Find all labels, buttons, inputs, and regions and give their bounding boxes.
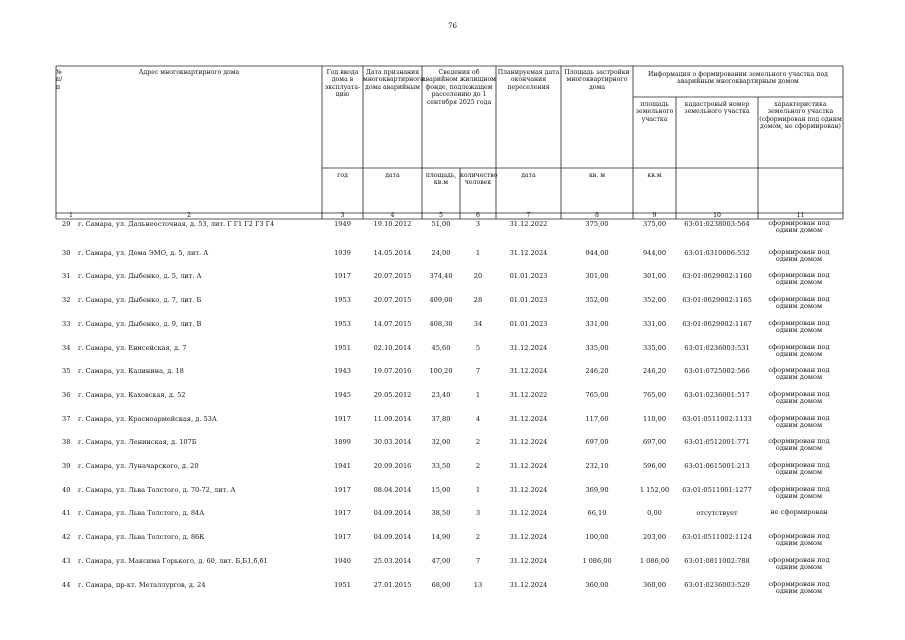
cell-char: сформирован под одним домом: [768, 366, 830, 382]
cell-year: 1899: [334, 438, 351, 447]
cell-date: 20.07.2015: [373, 272, 412, 281]
cell-build-area: 369,90: [585, 485, 609, 494]
cell-planned: 01.01.2023: [509, 272, 548, 281]
cell-build-area: 375,00: [585, 220, 609, 228]
cell-date: 19.07.2016: [373, 367, 412, 376]
cell-planned: 31.12.2022: [509, 220, 548, 228]
cell-people: 2: [475, 462, 481, 470]
cell-area: 32,00: [431, 438, 451, 447]
cell-people: 7: [475, 367, 481, 376]
cell-year: 1917: [334, 509, 351, 518]
cell-no: 43: [62, 556, 71, 565]
header-year: Год ввода дома в эксплуата-цию: [324, 69, 361, 99]
cell-planned: 01.01.2023: [509, 296, 548, 305]
cell-area: 408,30: [429, 319, 453, 328]
cell-area: 15,00: [431, 485, 451, 494]
cell-date: 27.01.2015: [373, 580, 412, 589]
cell-no: 41: [62, 509, 71, 518]
cell-planned: 31.12.2024: [509, 367, 548, 376]
cell-no: 29: [62, 220, 71, 228]
cell-date: 20.09.2016: [373, 462, 412, 470]
header-cadastral: кадастровый номер земельного участка: [684, 101, 750, 116]
cell-char: не сформирован: [770, 508, 828, 517]
cell-date: 29.05.2012: [373, 390, 412, 399]
cell-address: г. Самара, ул. Льва Толстого, д. 70-72, лит. А: [78, 485, 236, 494]
cell-no: 32: [62, 296, 71, 305]
cell-people: 7: [475, 556, 481, 565]
cell-planned: 31.12.2024: [509, 556, 548, 565]
cell-date: 19.10.2012: [373, 220, 412, 228]
cell-planned: 31.12.2024: [509, 343, 548, 352]
col-num-10: 10: [713, 212, 721, 219]
cell-people: 3: [475, 220, 481, 228]
cell-address: г. Самара, ул. Ленинская, д. 107Б: [78, 438, 197, 447]
cell-people: 34: [473, 319, 483, 328]
cell-build-area: 331,00: [585, 319, 609, 328]
cell-planned: 31.12.2024: [509, 580, 548, 589]
header-characteristic: характеристика земельного участка (сформирован под одним домом, не сформирован): [759, 101, 842, 131]
cell-build-area: 335,00: [585, 343, 609, 352]
cell-char: сформирован под одним домом: [768, 247, 830, 263]
cell-char: сформирован под одним домом: [768, 461, 830, 476]
cell-date: 02.10.2014: [373, 343, 412, 352]
cell-address: г. Самара, ул. Дыбенко, д. 5, лит. А: [78, 272, 202, 281]
cell-no: 35: [62, 367, 71, 376]
unit-sqm: кв. м: [588, 172, 606, 179]
cell-year: 1917: [334, 533, 351, 542]
cell-people: 4: [475, 414, 481, 423]
header-planned-date: Планируемая дата окончания переселения: [497, 69, 560, 91]
cell-char: сформирован под одним домом: [768, 437, 830, 453]
cell-date: 25.03.2014: [373, 556, 412, 565]
header-land-area: площадь земельного участка: [635, 101, 674, 123]
cell-people: 1: [475, 390, 481, 399]
cell-no: 42: [62, 533, 71, 542]
cell-people: 5: [475, 343, 481, 352]
header-address: Адрес многоквартирного дома: [138, 69, 240, 76]
unit-area: площадь, кв.м: [425, 172, 457, 187]
cell-date: 14.05.2014: [373, 248, 412, 257]
cell-area: 409,00: [429, 296, 453, 305]
cell-date: 04.09.2014: [373, 533, 412, 542]
cell-build-area: 360,00: [585, 580, 609, 589]
cell-char: сформирован под одним домом: [768, 555, 830, 571]
cell-address: г. Самара, ул. Льва Толстого, д. 86К: [78, 533, 205, 542]
col-num-2: 2: [187, 212, 191, 219]
cell-land-area: 697,00: [642, 438, 667, 447]
cell-char: сформирован под одним домом: [768, 413, 830, 429]
cell-build-area: 765,00: [585, 390, 609, 399]
cell-build-area: 232,10: [585, 462, 609, 470]
cell-cadastral: 63:01:0615001:213: [684, 462, 750, 470]
cell-build-area: 301,00: [585, 272, 609, 281]
cell-year: 1951: [334, 580, 351, 589]
cell-build-area: 100,00: [585, 533, 609, 542]
cell-cadastral: 63:01:0238003:564: [684, 220, 750, 228]
cell-cadastral: отсутствует: [696, 509, 738, 518]
cell-land-area: 1 152,00: [639, 485, 670, 494]
cell-no: 34: [62, 343, 71, 352]
cell-date: 04.09.2014: [373, 509, 412, 518]
cell-people: 1: [475, 248, 481, 257]
cell-year: 1940: [334, 556, 351, 565]
cell-no: 37: [62, 414, 71, 423]
cell-cadastral: 63:01:0629002:1165: [682, 296, 752, 305]
cell-year: 1953: [334, 319, 351, 328]
cell-char: сформирован под одним домом: [768, 219, 830, 234]
cell-cadastral: 63:01:0629002:1160: [682, 272, 752, 281]
cell-no: 39: [62, 462, 71, 470]
cell-cadastral: 63:01:0629002:1167: [682, 319, 752, 328]
cell-planned: 31.12.2024: [509, 414, 548, 423]
cell-build-area: 944,00: [585, 248, 609, 257]
cell-cadastral: 63:01:0511002:1133: [682, 414, 752, 423]
cell-year: 1943: [334, 367, 351, 376]
cell-land-area: 110,00: [642, 414, 667, 423]
col-num-7: 7: [526, 212, 531, 219]
cell-cadastral: 63:01:0236001:517: [684, 390, 750, 399]
cell-char: сформирован под одним домом: [768, 532, 830, 548]
header-fund: Сведения об аварийном жилищном фонде, подлежащем расселению до 1 сентября 2025 года: [422, 69, 496, 106]
cell-planned: 31.12.2024: [509, 533, 548, 542]
cell-land-area: 203,00: [642, 533, 667, 542]
cell-planned: 31.12.2024: [509, 509, 548, 518]
col-num-5: 5: [439, 212, 443, 219]
cell-cadastral: 63:01:0811002:788: [684, 556, 750, 565]
cell-no: 31: [62, 272, 71, 281]
cell-year: 1949: [334, 220, 351, 228]
cell-land-area: 335,00: [642, 343, 667, 352]
cell-no: 30: [62, 248, 71, 257]
cell-no: 36: [62, 390, 71, 399]
cell-planned: 31.12.2024: [509, 462, 548, 470]
cell-year: 1917: [334, 485, 351, 494]
cell-address: г. Самара, ул. Максима Горького, д. 60, лит. Б,Б1,б,б1: [78, 556, 268, 565]
cell-date: 20.07.2015: [373, 296, 412, 305]
col-num-6: 6: [476, 212, 480, 219]
cell-planned: 01.01.2023: [509, 319, 548, 328]
cell-no: 44: [62, 580, 71, 589]
cell-cadastral: 63:01:0512001:771: [684, 438, 750, 447]
cell-land-area: 352,00: [642, 296, 667, 305]
cell-year: 1945: [334, 390, 351, 399]
cell-char: сформирован под одним домом: [768, 579, 830, 595]
cell-year: 1917: [334, 272, 351, 281]
cell-area: 68,00: [431, 580, 451, 589]
cell-cadastral: 63:01:0236003:531: [684, 343, 750, 352]
cell-cadastral: 63:01:0725002:566: [684, 367, 750, 376]
cell-char: сформирован под одним домом: [768, 295, 830, 311]
cell-cadastral: 63:01:0236003:529: [684, 580, 750, 589]
cell-date: 11.09.2014: [373, 414, 412, 423]
header-recognition-date: Дата признания многоквартирного дома аварийным: [363, 69, 424, 91]
cell-land-area: 596,00: [642, 462, 667, 470]
cell-year: 1951: [334, 343, 351, 352]
cell-year: 1941: [334, 462, 351, 470]
unit-sqm-2: кв.м: [647, 172, 662, 179]
cell-build-area: 1 086,00: [582, 556, 612, 565]
cell-cadastral: 63:01:0511002:1124: [682, 533, 752, 542]
cell-address: г. Самара, ул. Дальнеосточная, д. 53, лит. Г Г1 Г2 Г3 Г4: [78, 220, 275, 228]
cell-cadastral: 63:01:0310006:532: [684, 248, 750, 257]
cell-year: 1953: [334, 296, 351, 305]
cell-planned: 31.12.2024: [509, 248, 548, 257]
unit-date: дата: [385, 172, 400, 179]
header-land-info: Информация о формировании земельного участка под аварийным многоквартирным домом: [648, 71, 828, 86]
cell-land-area: 331,00: [642, 319, 667, 328]
cell-char: сформирован под одним домом: [768, 271, 830, 287]
cell-date: 30.03.2014: [373, 438, 412, 447]
cell-people: 2: [475, 438, 481, 447]
cell-area: 45,60: [431, 343, 451, 352]
cell-char: сформирован под одним домом: [768, 389, 830, 405]
cell-year: 1939: [334, 248, 351, 257]
col-num-11: 11: [796, 212, 805, 219]
cell-land-area: 246,20: [642, 367, 667, 376]
cell-date: 08.04.2014: [373, 485, 412, 494]
page-number: 76: [448, 22, 457, 30]
cell-no: 33: [62, 319, 71, 328]
cell-build-area: 352,00: [585, 296, 609, 305]
cell-address: г. Самара, ул. Калинина, д. 18: [78, 367, 184, 376]
cell-people: 13: [473, 580, 483, 589]
cell-address: г. Самара, ул. Льва Толстого, д. 84А: [78, 509, 205, 518]
cell-year: 1917: [334, 414, 351, 423]
unit-year: год: [337, 172, 348, 179]
cell-planned: 31.12.2024: [509, 438, 548, 447]
cell-people: 1: [475, 485, 481, 494]
cell-area: 47,00: [431, 556, 451, 565]
cell-land-area: 301,00: [642, 272, 667, 281]
cell-date: 14.07.2015: [373, 319, 412, 328]
cell-land-area: 360,00: [642, 580, 667, 589]
cell-build-area: 246,20: [585, 367, 609, 376]
cell-char: сформирован под одним домом: [768, 318, 830, 334]
cell-people: 28: [473, 296, 483, 305]
unit-date-2: дата: [521, 172, 536, 179]
cell-build-area: 697,00: [585, 438, 609, 447]
cell-planned: 31.12.2024: [509, 485, 548, 494]
cell-area: 23,40: [431, 390, 451, 399]
header-building-area: Площадь застройки многоквартирного дома: [564, 69, 630, 91]
col-num-8: 8: [595, 212, 599, 219]
cell-no: 40: [62, 485, 71, 494]
cell-people: 20: [473, 272, 483, 281]
cell-char: сформирован под одним домом: [768, 484, 830, 500]
cell-address: г. Самара, ул. Красноармейская, д. 53А: [78, 414, 217, 423]
cell-area: 38,50: [431, 509, 451, 518]
cell-build-area: 66,10: [587, 509, 607, 518]
cell-area: 374,40: [429, 272, 453, 281]
cell-address: г. Самара, ул. Каховская, д. 52: [78, 390, 186, 399]
cell-planned: 31.12.2022: [509, 390, 548, 399]
cell-area: 24,00: [431, 248, 451, 257]
col-num-1: 1: [69, 212, 73, 219]
cell-cadastral: 63:01:0511001:1277: [682, 485, 752, 494]
cell-area: 14,90: [431, 533, 451, 542]
cell-build-area: 117,60: [585, 414, 609, 423]
cell-address: г. Самара, ул. Дыбенко, д. 7, лит. Б: [78, 296, 202, 305]
unit-people: количество человек: [460, 172, 498, 187]
cell-address: г. Самара, ул. Дыбенко, д. 9, лит. В: [78, 319, 202, 328]
cell-address: г. Самара, ул. Луначарского, д. 20: [78, 462, 199, 470]
cell-land-area: 1 086,00: [639, 556, 670, 565]
cell-no: 38: [62, 438, 71, 447]
col-num-3: 3: [340, 212, 345, 219]
cell-area: 33,50: [431, 462, 451, 470]
cell-address: г. Самара, ул. Енисейская, д. 7: [78, 343, 187, 352]
cell-people: 2: [475, 533, 481, 542]
cell-land-area: 0,00: [647, 509, 662, 518]
cell-char: сформирован под одним домом: [768, 342, 830, 358]
cell-area: 100,20: [429, 367, 453, 376]
cell-land-area: 375,00: [642, 220, 667, 228]
cell-address: г. Самара, ул. Дома ЭМО, д. 5, лит. А: [78, 248, 209, 257]
cell-area: 37,80: [431, 414, 451, 423]
cell-address: г. Самара, пр-кт. Металлургов, д. 24: [78, 580, 206, 589]
col-num-9: 9: [652, 212, 657, 219]
cell-land-area: 765,00: [642, 390, 667, 399]
cell-land-area: 944,00: [642, 248, 667, 257]
cell-area: 51,00: [431, 220, 451, 228]
cell-people: 3: [475, 509, 481, 518]
col-num-4: 4: [390, 212, 395, 219]
